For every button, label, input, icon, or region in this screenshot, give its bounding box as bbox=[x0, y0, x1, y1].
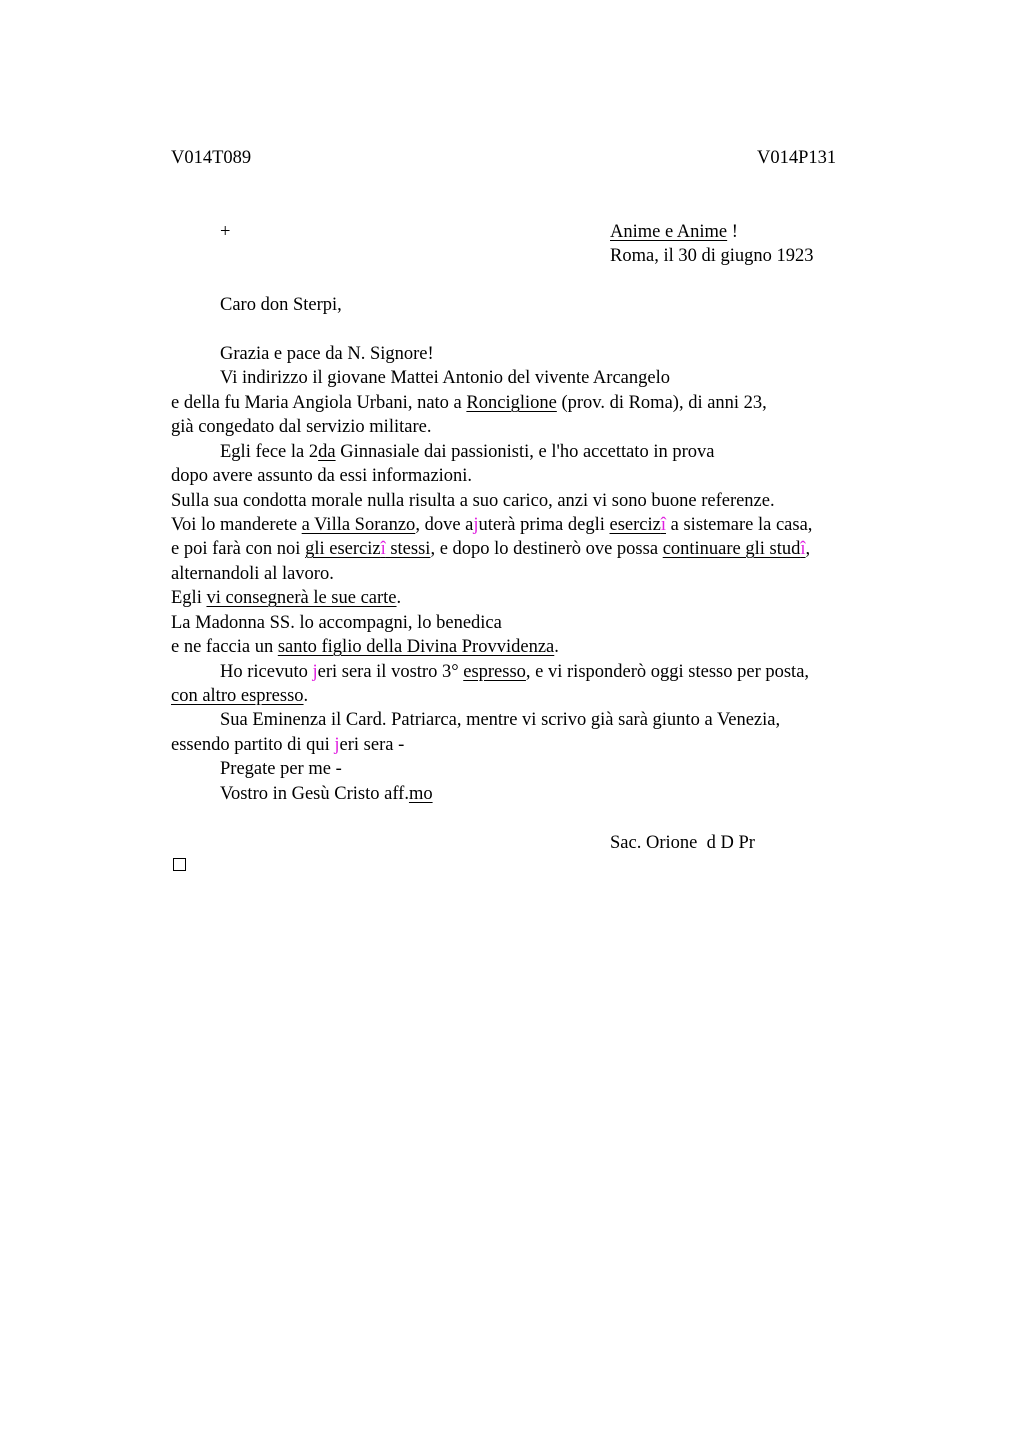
text-run: Vostro in Gesù Cristo aff. bbox=[220, 784, 409, 804]
text-run: . bbox=[303, 686, 309, 706]
letter-date: Roma, il 30 di giugno 1923 bbox=[610, 246, 814, 266]
text-run: a sistemare la casa, bbox=[666, 515, 813, 535]
underlined-text: con altro espresso bbox=[171, 686, 304, 706]
text-run: Voi lo manderete bbox=[171, 515, 302, 535]
body-line-8 bbox=[171, 513, 812, 537]
text-run: , e vi risponderò oggi stesso per posta, bbox=[525, 662, 810, 682]
text-run: stessi bbox=[385, 539, 431, 559]
text-run: , bbox=[805, 539, 811, 559]
header-left-code: V014T089 bbox=[171, 148, 252, 168]
text-run: , dove a bbox=[415, 515, 474, 535]
underlined-place-name: Ronciglione bbox=[466, 393, 557, 413]
body-line-7: Sulla sua condotta morale nulla risulta a suo carico, anzi vi sono buone referenze. bbox=[171, 491, 775, 511]
text-run: . bbox=[396, 588, 402, 608]
body-line-16: Sua Eminenza il Card. Patriarca, mentre vi scrivo già sarà giunto a Venezia, bbox=[220, 710, 781, 730]
body-line-9 bbox=[171, 537, 810, 561]
text-run: eserciz bbox=[609, 515, 661, 535]
highlighted-letter: j bbox=[334, 735, 340, 755]
body-line-5 bbox=[220, 440, 714, 464]
underlined-text: a Villa Soranzo bbox=[301, 515, 416, 535]
body-line-17 bbox=[171, 733, 404, 757]
text-run: continuare gli stud bbox=[662, 539, 801, 559]
underlined-text: vi consegnerà le sue carte bbox=[206, 588, 397, 608]
greeting: Caro don Sterpi, bbox=[220, 295, 342, 315]
body-line-4: già congedato dal servizio militare. bbox=[171, 417, 432, 437]
body-line-12: La Madonna SS. lo accompagni, lo benedica bbox=[171, 613, 502, 633]
highlighted-letter: î bbox=[380, 539, 386, 559]
underlined-text: espresso bbox=[463, 662, 526, 682]
motto-exclamation: ! bbox=[727, 222, 738, 242]
text-run: essendo partito di qui bbox=[171, 735, 335, 755]
text-run: eri sera - bbox=[339, 735, 405, 755]
motto-text: Anime e Anime bbox=[610, 222, 728, 242]
highlighted-letter: î bbox=[800, 539, 806, 559]
body-line-15 bbox=[171, 684, 308, 708]
text-run: gli eserciz bbox=[305, 539, 381, 559]
underlined-text: mo bbox=[408, 784, 433, 804]
underlined-text bbox=[610, 515, 667, 535]
text-run: Egli fece la 2 bbox=[220, 442, 319, 462]
text-run: Egli bbox=[171, 588, 207, 608]
underlined-text: da bbox=[318, 442, 336, 462]
body-line-11 bbox=[171, 586, 401, 610]
text-run: uterà prima degli bbox=[478, 515, 610, 535]
text-run: . bbox=[554, 637, 559, 657]
text-run: Ho ricevuto bbox=[220, 662, 313, 682]
body-line-3 bbox=[171, 391, 767, 415]
body-line-1: Grazia e pace da N. Signore! bbox=[220, 344, 434, 364]
highlighted-letter: j bbox=[312, 662, 318, 682]
underlined-text bbox=[305, 539, 430, 559]
cross-mark: + bbox=[220, 222, 231, 242]
header-right-code: V014P131 bbox=[757, 148, 837, 168]
body-line-14 bbox=[220, 660, 809, 684]
motto bbox=[610, 220, 738, 244]
text-run: e della fu Maria Angiola Urbani, nato a bbox=[171, 393, 467, 413]
text-run: , e dopo lo destinerò ove possa bbox=[430, 539, 663, 559]
text-run: e poi farà con noi bbox=[171, 539, 306, 559]
text-run: eri sera il vostro 3° bbox=[317, 662, 464, 682]
body-line-10: alternandoli al lavoro. bbox=[171, 564, 334, 584]
empty-square-mark bbox=[173, 858, 186, 871]
body-line-13 bbox=[171, 635, 559, 659]
body-line-19 bbox=[220, 782, 433, 806]
highlighted-letter: î bbox=[660, 515, 667, 535]
text-run: (prov. di Roma), di anni 23, bbox=[556, 393, 767, 413]
underlined-text bbox=[663, 539, 806, 559]
text-run: e ne faccia un bbox=[171, 637, 278, 657]
signature: Sac. Orione d D Pr bbox=[610, 833, 755, 853]
underlined-text: santo figlio della Divina Provvidenza bbox=[277, 637, 555, 657]
text-run: Ginnasiale dai passionisti, e l'ho accettato in prova bbox=[335, 442, 715, 462]
highlighted-letter: j bbox=[473, 515, 479, 535]
body-line-18: Pregate per me - bbox=[220, 759, 342, 779]
body-line-2: Vi indirizzo il giovane Mattei Antonio del vivente Arcangelo bbox=[220, 368, 670, 388]
body-line-6: dopo avere assunto da essi informazioni. bbox=[171, 466, 473, 486]
